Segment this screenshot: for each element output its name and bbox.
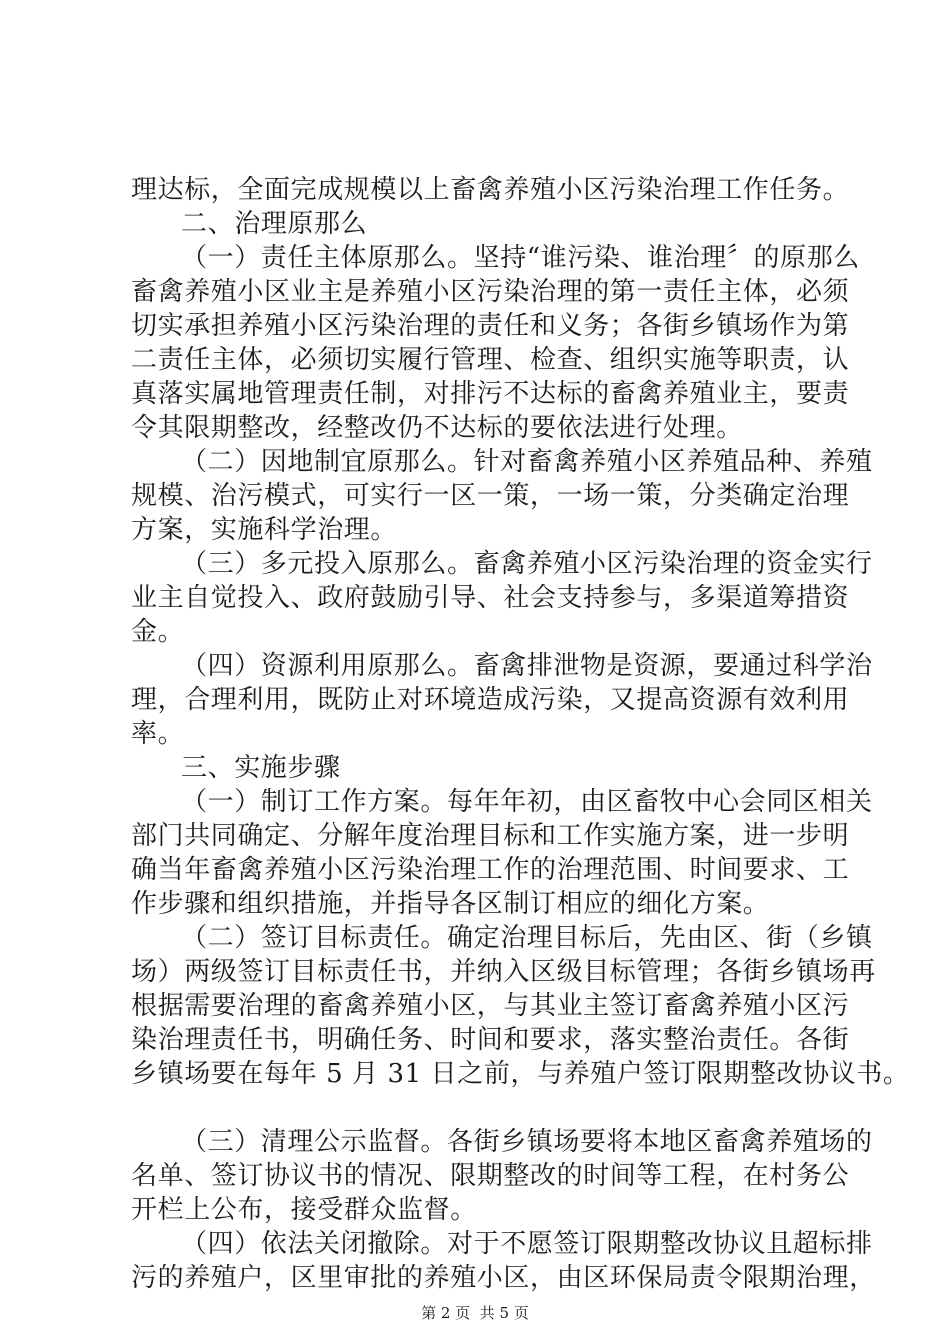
body-text-line: 染治理责任书，明确任务、时间和要求，落实整治责任。各街 — [131, 1025, 850, 1055]
body-text-line: 方案，实施科学治理。 — [131, 515, 398, 545]
body-text-line: （三）多元投入原那么。畜禽养殖小区污染治理的资金实行 — [181, 549, 873, 579]
body-text-line: 率。 — [131, 719, 185, 749]
body-text-line: 理达标，全面完成规模以上畜禽养殖小区污染治理工作任务。 — [131, 175, 850, 205]
body-text-line: 切实承担养殖小区污染治理的责任和义务；各街乡镇场作为第 — [131, 311, 850, 341]
body-text-line: （二）签订目标责任。确定治理目标后，先由区、街（乡镇 — [181, 923, 873, 953]
body-text-line: 作步骤和组织措施，并指导各区制订相应的细化方案。 — [131, 889, 770, 919]
body-text-line: 金。 — [131, 617, 185, 647]
body-text-line: 开栏上公布，接受群众监督。 — [131, 1195, 477, 1225]
body-text-line: 真落实属地管理责任制，对排污不达标的畜禽养殖业主，要责 — [131, 379, 850, 409]
body-text-line: 根据需要治理的畜禽养殖小区，与其业主签订畜禽养殖小区污 — [131, 991, 850, 1021]
body-text-line: 令其限期整改，经整改仍不达标的要依法进行处理。 — [131, 413, 743, 443]
body-text-line: （一）制订工作方案。每年年初，由区畜牧中心会同区相关 — [181, 787, 873, 817]
body-text-line: 乡镇场要在每年 5 月 31 日之前，与养殖户签订限期整改协议书。 — [131, 1059, 910, 1089]
body-text-line: 业主自觉投入、政府鼓励引导、社会支持参与，多渠道筹措资 — [131, 583, 850, 613]
body-text-line: 部门共同确定、分解年度治理目标和工作实施方案，进一步明 — [131, 821, 850, 851]
body-text-line: 理，合理利用，既防止对环境造成污染，又提高资源有效利用 — [131, 685, 850, 715]
body-text-line: （二）因地制宜原那么。针对畜禽养殖小区养殖品种、养殖 — [181, 447, 873, 477]
body-text-line: 污的养殖户，区里审批的养殖小区，由区环保局责令限期治理， — [131, 1263, 876, 1293]
body-text-line: 畜禽养殖小区业主是养殖小区污染治理的第一责任主体，必须 — [131, 277, 850, 307]
body-text-line: 场）两级签订目标责任书，并纳入区级目标管理；各街乡镇场再 — [131, 957, 876, 987]
body-text-line: （三）清理公示监督。各街乡镇场要将本地区畜禽养殖场的 — [181, 1127, 873, 1157]
body-text-line: 名单、签订协议书的情况、限期整改的时间等工程，在村务公 — [131, 1161, 850, 1191]
body-text-line: 规模、治污模式，可实行一区一策，一场一策，分类确定治理 — [131, 481, 850, 511]
page-number-footer: 第 2 页 共 5 页 — [421, 1304, 529, 1322]
body-text-line: （一）责任主体原那么。坚持“谁污染、谁治理〞的原那么 — [181, 243, 860, 273]
section-heading: 三、实施步骤 — [181, 753, 341, 783]
body-text-line: 确当年畜禽养殖小区污染治理工作的治理范围、时间要求、工 — [131, 855, 850, 885]
body-text-line: 二责任主体，必须切实履行管理、检查、组织实施等职责，认 — [131, 345, 850, 375]
body-text-line: （四）资源利用原那么。畜禽排泄物是资源，要通过科学治 — [181, 651, 873, 681]
section-heading: 二、治理原那么 — [181, 209, 368, 239]
body-text-line: （四）依法关闭撤除。对于不愿签订限期整改协议且超标排 — [181, 1229, 873, 1259]
